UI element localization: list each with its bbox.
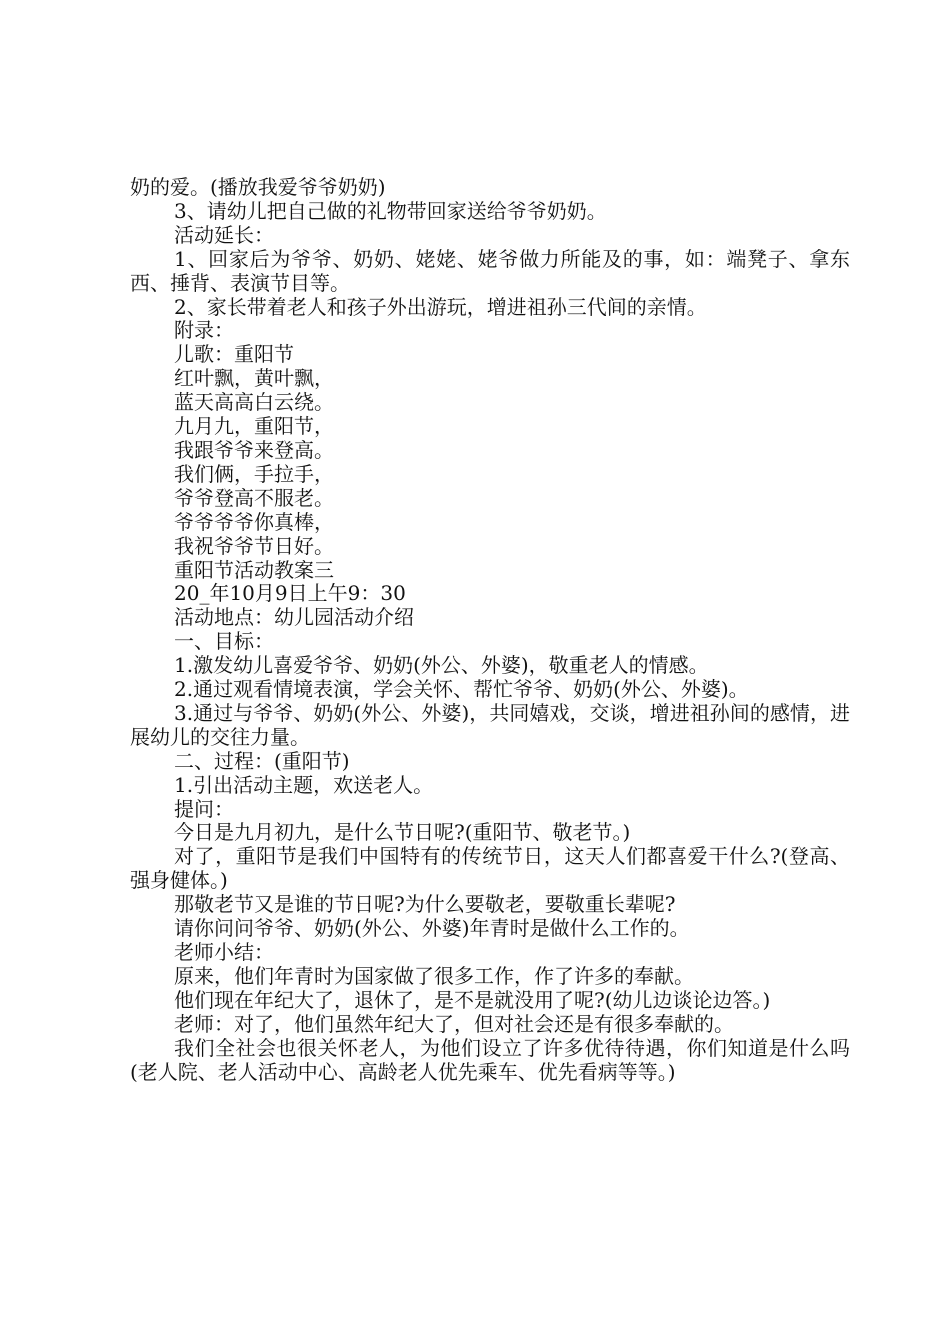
paragraph: 20_年10月9日上午9：30 (174, 581, 406, 606)
paragraph: 老师小结： (174, 940, 274, 964)
paragraph: 活动地点：幼儿园活动介绍 (174, 605, 414, 630)
paragraph: 我祝爷爷节日好。 (174, 533, 334, 558)
paragraph: 老师：对了，他们虽然年纪大了，但对社会还是有很多奉献的。 (174, 1011, 734, 1036)
paragraph: 爷爷爷爷你真棒， (174, 509, 334, 534)
paragraph: 爷爷登高不服老。 (174, 485, 334, 510)
paragraph: 蓝天高高白云绕。 (174, 390, 334, 415)
paragraph: 附录： (174, 318, 234, 343)
paragraph: 原来，他们年青时为国家做了很多工作，作了许多的奉献。 (174, 963, 694, 988)
paragraph: 今日是九月初九，是什么节日呢?(重阳节、敬老节。) (174, 820, 631, 845)
paragraph: 我们全社会也很关怀老人，为他们设立了许多优待待遇，你们知道是什么吗(老人院、老人活动中心、高龄老人优先乘车、优先看病等等。) (130, 1035, 850, 1084)
paragraph: 那敬老节又是谁的节日呢?为什么要敬老，要敬重长辈呢? (174, 892, 676, 917)
document-body (130, 176, 850, 1084)
paragraph: 红叶飘，黄叶飘， (174, 366, 334, 391)
paragraph: 2、家长带着老人和孩子外出游玩，增进祖孙三代间的亲情。 (174, 294, 707, 319)
paragraph: 提问： (174, 796, 234, 821)
paragraph: 奶的爱。(播放我爱爷爷奶奶) (130, 175, 386, 199)
paragraph: 请你问问爷爷、奶奶(外公、外婆)年青时是做什么工作的。 (174, 916, 690, 941)
paragraph: 九月九，重阳节， (174, 414, 334, 439)
paragraph: 二、过程：(重阳节) (174, 748, 350, 773)
paragraph: 重阳节活动教案三 (174, 557, 334, 582)
paragraph: 儿歌：重阳节 (174, 342, 294, 367)
paragraph: 一、目标： (174, 629, 274, 654)
paragraph: 对了，重阳节是我们中国特有的传统节日，这天人们都喜爱干什么?(登高、强身健体。) (130, 844, 850, 893)
paragraph: 我们俩，手拉手， (174, 461, 334, 486)
paragraph: 3.通过与爷爷、奶奶(外公、外婆)，共同嬉戏，交谈，增进祖孙间的感情，进展幼儿的交往力量。 (130, 700, 850, 749)
paragraph: 1.引出活动主题，欢送老人。 (174, 772, 434, 797)
paragraph: 他们现在年纪大了，退休了，是不是就没用了呢?(幼儿边谈论边答。) (174, 987, 771, 1012)
paragraph: 我跟爷爷来登高。 (174, 437, 334, 462)
paragraph: 1、回家后为爷爷、奶奶、姥姥、姥爷做力所能及的事，如：端凳子、拿东西、捶背、表演节目等。 (130, 246, 850, 295)
paragraph: 1.激发幼儿喜爱爷爷、奶奶(外公、外婆)，敬重老人的情感。 (174, 653, 709, 678)
paragraph: 2.通过观看情境表演，学会关怀、帮忙爷爷、奶奶(外公、外婆)。 (174, 677, 749, 702)
paragraph: 活动延长： (174, 222, 274, 247)
paragraph: 3、请幼儿把自己做的礼物带回家送给爷爷奶奶。 (174, 198, 607, 223)
